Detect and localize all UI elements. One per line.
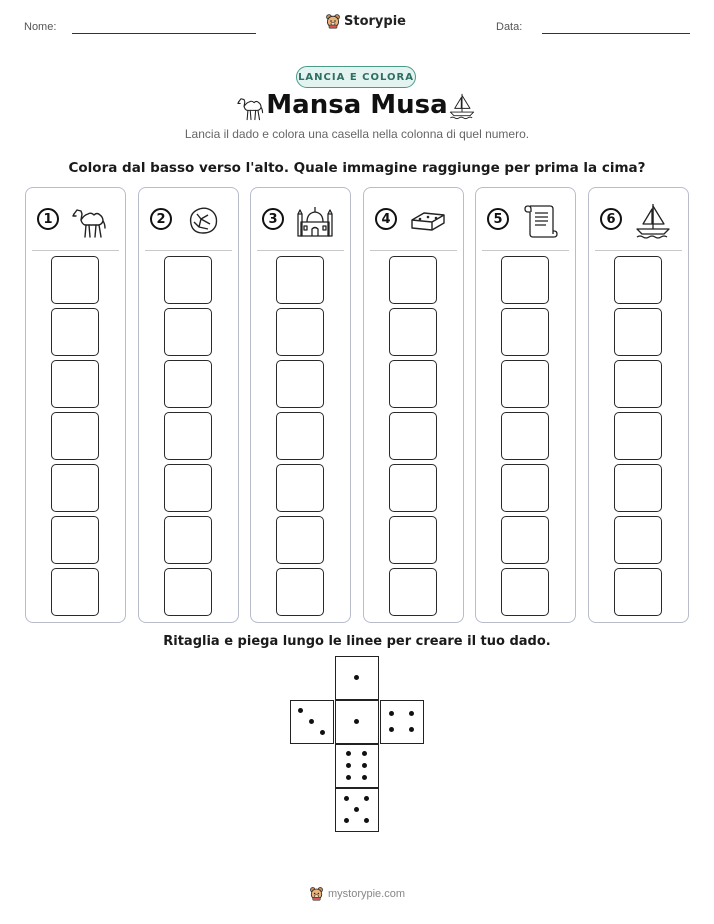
color-cell[interactable] (614, 412, 662, 460)
color-cell[interactable] (164, 360, 212, 408)
column-divider (370, 250, 457, 251)
gold-nugget-icon (181, 200, 225, 240)
die-pip (362, 775, 367, 780)
color-cell[interactable] (389, 308, 437, 356)
column-number: 2 (150, 208, 172, 230)
column-number: 4 (375, 208, 397, 230)
color-cell[interactable] (164, 464, 212, 512)
sailboat-icon (631, 200, 675, 240)
column-header (26, 188, 125, 250)
column-5 (475, 187, 576, 623)
color-cell[interactable] (276, 516, 324, 564)
die-pip (320, 730, 325, 735)
color-cell[interactable] (389, 568, 437, 616)
column-number: 1 (37, 208, 59, 230)
column-number: 5 (487, 208, 509, 230)
column-2 (138, 187, 239, 623)
color-cell[interactable] (501, 360, 549, 408)
color-cell[interactable] (164, 256, 212, 304)
camel-icon (68, 200, 112, 240)
color-cell[interactable] (276, 360, 324, 408)
die-pip (354, 807, 359, 812)
footer (0, 886, 714, 901)
die-pip (354, 675, 359, 680)
mosque-icon (293, 200, 337, 240)
bear-mascot-icon (325, 13, 341, 29)
bear-mascot-icon (309, 886, 324, 901)
die-pip (346, 763, 351, 768)
color-cell[interactable] (501, 256, 549, 304)
column-header (364, 188, 463, 250)
die-pip (346, 751, 351, 756)
color-cell[interactable] (51, 516, 99, 564)
die-pip (362, 763, 367, 768)
column-header (476, 188, 575, 250)
column-header (139, 188, 238, 250)
die-pip (364, 796, 369, 801)
color-cell[interactable] (389, 464, 437, 512)
footer-url: mystorypie.com (327, 887, 406, 900)
die-pip (354, 719, 359, 724)
color-cell[interactable] (501, 308, 549, 356)
column-4 (363, 187, 464, 623)
color-cell[interactable] (614, 516, 662, 564)
color-cell[interactable] (164, 516, 212, 564)
die-pip (389, 711, 394, 716)
cut-instruction: Ritaglia e piega lungo le linee per creare il tuo dado. (163, 634, 551, 649)
die-pip (409, 727, 414, 732)
activity-badge: LANCIA E COLORA (296, 66, 416, 88)
column-divider (482, 250, 569, 251)
die-pip (364, 818, 369, 823)
name-line[interactable] (72, 33, 256, 34)
color-cell[interactable] (51, 360, 99, 408)
color-cell[interactable] (51, 412, 99, 460)
die-pip (344, 818, 349, 823)
color-cell[interactable] (501, 464, 549, 512)
die-face-lower (335, 744, 379, 788)
die-net (290, 656, 424, 834)
color-cell[interactable] (389, 516, 437, 564)
color-cell[interactable] (501, 412, 549, 460)
color-cell[interactable] (389, 360, 437, 408)
page-subtitle: Lancia il dado e colora una casella nella colonna di quel numero. (184, 127, 530, 141)
column-number: 3 (262, 208, 284, 230)
column-divider (257, 250, 344, 251)
color-cell[interactable] (501, 568, 549, 616)
column-divider (595, 250, 682, 251)
die-pip (389, 727, 394, 732)
color-cell[interactable] (51, 464, 99, 512)
color-cell[interactable] (164, 308, 212, 356)
salt-block-icon (406, 200, 450, 240)
brand-logo (325, 13, 406, 29)
die-pip (409, 711, 414, 716)
die-face-right (380, 700, 424, 744)
column-divider (145, 250, 232, 251)
die-pip (362, 751, 367, 756)
die-face-top (335, 656, 379, 700)
color-cell[interactable] (276, 412, 324, 460)
color-cell[interactable] (614, 360, 662, 408)
column-header (251, 188, 350, 250)
color-cell[interactable] (614, 256, 662, 304)
color-cell[interactable] (276, 568, 324, 616)
color-cell[interactable] (276, 464, 324, 512)
color-cell[interactable] (389, 412, 437, 460)
color-cell[interactable] (164, 412, 212, 460)
column-1 (25, 187, 126, 623)
date-line[interactable] (542, 33, 690, 34)
coloring-instruction: Colora dal basso verso l'alto. Quale immagine raggiunge per prima la cima? (68, 160, 646, 176)
sailboat-icon (446, 89, 478, 122)
name-label: Nome: (24, 21, 57, 33)
column-header (589, 188, 688, 250)
color-cell[interactable] (614, 568, 662, 616)
color-cell[interactable] (614, 308, 662, 356)
page-title: Mansa Musa (266, 90, 448, 120)
column-number: 6 (600, 208, 622, 230)
die-pip (344, 796, 349, 801)
brand-name: Storypie (344, 13, 406, 29)
color-cell[interactable] (51, 308, 99, 356)
die-pip (309, 719, 314, 724)
die-face-left (290, 700, 334, 744)
color-cell[interactable] (276, 256, 324, 304)
date-label: Data: (496, 21, 523, 33)
color-cell[interactable] (51, 568, 99, 616)
color-cell[interactable] (276, 308, 324, 356)
column-3 (250, 187, 351, 623)
color-cell[interactable] (164, 568, 212, 616)
column-6 (588, 187, 689, 623)
color-cell[interactable] (389, 256, 437, 304)
die-face-bottom (335, 788, 379, 832)
scroll-icon (518, 200, 562, 240)
die-face-center (335, 700, 379, 744)
color-cell[interactable] (51, 256, 99, 304)
column-divider (32, 250, 119, 251)
color-cell[interactable] (501, 516, 549, 564)
color-cell[interactable] (614, 464, 662, 512)
die-pip (346, 775, 351, 780)
die-pip (298, 708, 303, 713)
